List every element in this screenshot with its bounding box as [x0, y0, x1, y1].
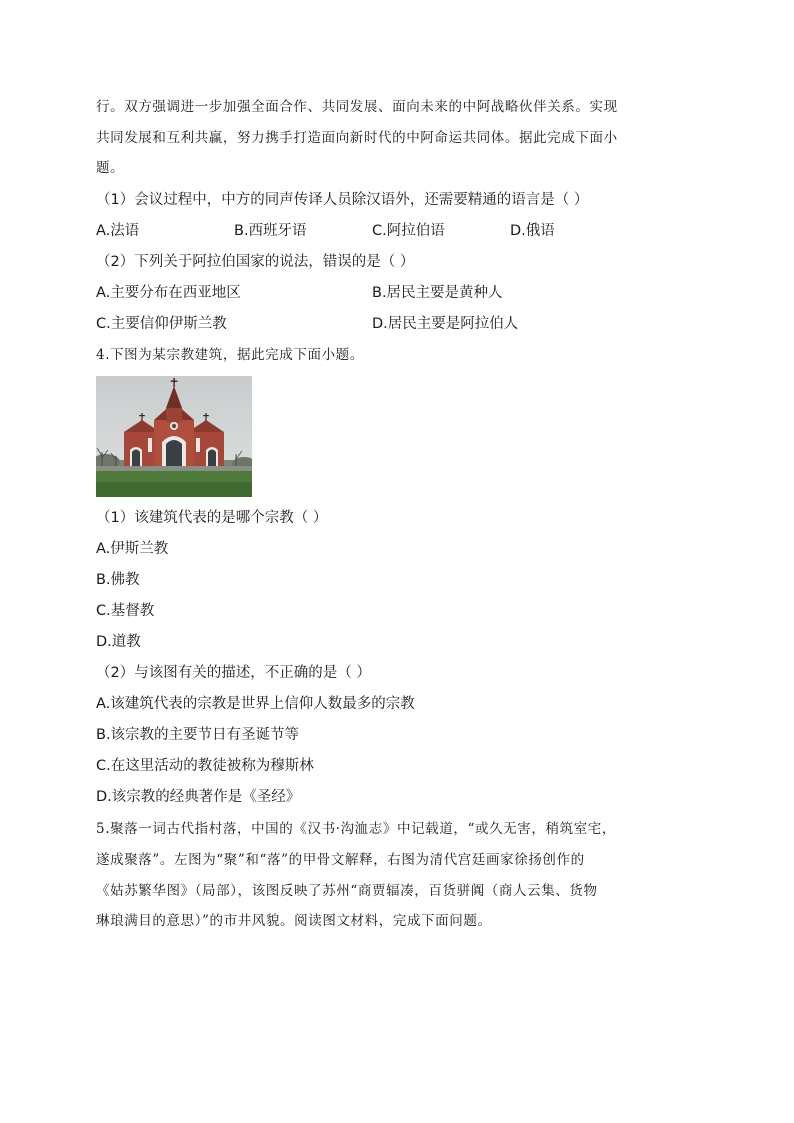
q5-line-4: 琳琅满目的意思）”的市井风貌。阅读图文材料，完成下面问题。: [96, 913, 492, 929]
q4-2-option-c: C.在这里活动的教徒被称为穆斯林: [96, 758, 314, 774]
q3-1-option-c: C.阿拉伯语: [372, 223, 445, 239]
q4-2-option-b: B.该宗教的主要节日有圣诞节等: [96, 727, 300, 743]
passage-line-2: 共同发展和互利共赢，努力携手打造面向新时代的中阿命运共同体。据此完成下面小: [96, 130, 618, 146]
q3-2-stem: （2）下列关于阿拉伯国家的说法，错误的是（ ）: [96, 254, 415, 270]
q4-1-option-d: D.道教: [96, 634, 141, 650]
q4-1-option-a: A.伊斯兰教: [96, 541, 169, 557]
q3-1-option-b: B.西班牙语: [234, 223, 307, 239]
q4-1-option-b: B.佛教: [96, 572, 140, 588]
q4-2-option-d: D.该宗教的经典著作是《圣经》: [96, 789, 301, 805]
q3-2-option-d: D.居民主要是阿拉伯人: [372, 316, 519, 332]
q4-2-option-a: A.该建筑代表的宗教是世界上信仰人数最多的宗教: [96, 696, 415, 712]
q3-2-option-b: B.居民主要是黄种人: [372, 285, 503, 301]
q4-1-option-c: C.基督教: [96, 603, 155, 619]
q3-1-stem: （1）会议过程中，中方的同声传译人员除汉语外，还需要精通的语言是（ ）: [96, 192, 589, 208]
q3-1-option-d: D.俄语: [510, 223, 555, 239]
passage-line-1: 行。双方强调进一步加强全面合作、共同发展、面向未来的中阿战略伙伴关系。实现: [96, 99, 618, 115]
q4-intro: 4.下图为某宗教建筑，据此完成下面小题。: [96, 347, 364, 363]
q3-2-option-a: A.主要分布在西亚地区: [96, 285, 241, 301]
passage-line-3: 题。: [96, 160, 125, 176]
q5-line-2: 遂成聚落”。左图为“聚”和“落”的甲骨文解释，右图为清代宫廷画家徐扬创作的: [96, 852, 585, 868]
q4-2-stem: （2）与该图有关的描述，不正确的是（ ）: [96, 665, 371, 681]
q5-line-1: 5.聚落一词古代指村落，中国的《汉书·沟洫志》中记载道，“或久无害，稍筑室宅，: [96, 821, 616, 837]
q3-2-option-c: C.主要信仰伊斯兰教: [96, 316, 227, 332]
church-photo: [96, 376, 252, 497]
q4-1-stem: （1）该建筑代表的是哪个宗教（ ）: [96, 510, 328, 526]
q3-1-option-a: A.法语: [96, 223, 140, 239]
q5-line-3: 《姑苏繁华图》（局部），该图反映了苏州“商贾辐凑，百货骈阗（商人云集、货物: [96, 883, 598, 899]
